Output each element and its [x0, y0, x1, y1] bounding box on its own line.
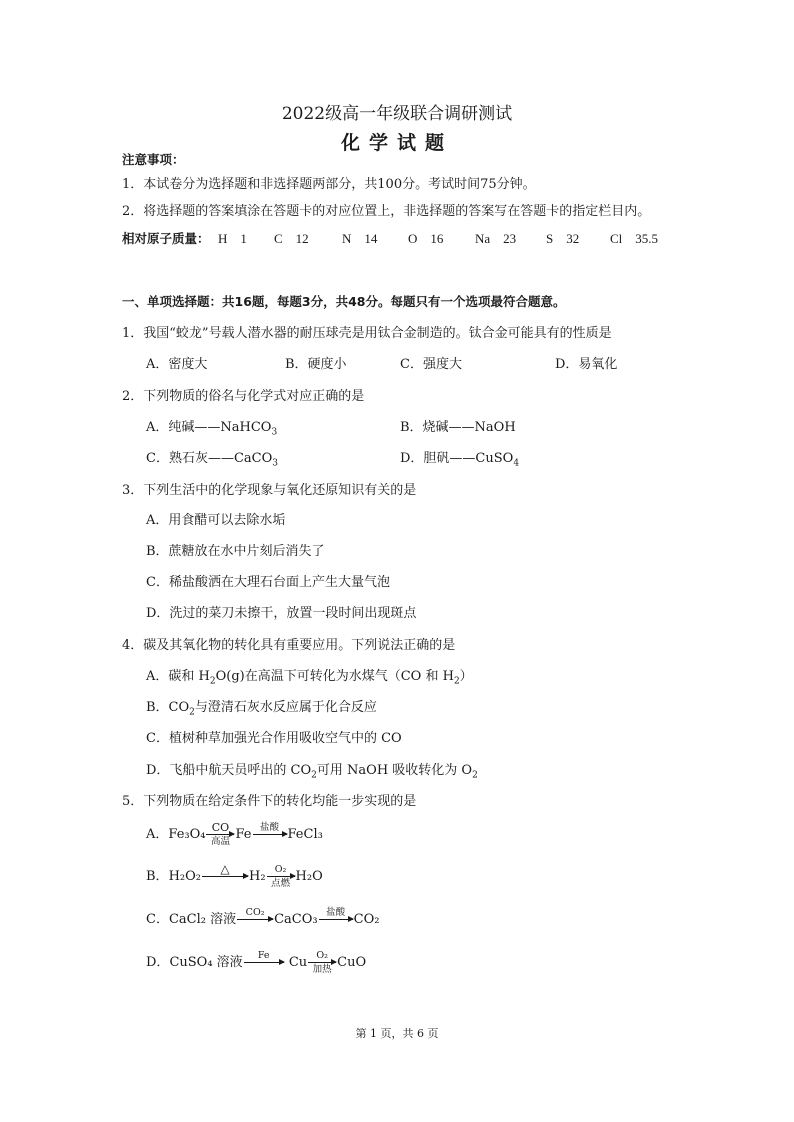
exam-title: 2022级高一年级联合调研测试	[281, 104, 513, 124]
note-item-2: 2．将选择题的答案填涂在答题卡的对应位置上，非选择题的答案写在答题卡的指定栏目内。	[122, 204, 651, 219]
q2-option-a: A．纯碱——NaHCO$_3$	[146, 420, 278, 438]
q1-stem: 1．我国“蛟龙”号载人潜水器的耐压球壳是用钛合金制造的。钛合金可能具有的性质是	[122, 326, 612, 341]
reaction-arrow: 盐酸	[253, 822, 287, 847]
q3-option-c: C．稀盐酸洒在大理石台面上产生大量气泡	[146, 575, 390, 590]
q5-option-a: A．Fe₃O₄ CO 高温 Fe 盐酸 FeCl₃	[146, 821, 323, 847]
notes-heading: 注意事项：	[122, 152, 185, 167]
page-footer: 第 1 页，共 6 页	[355, 1027, 439, 1040]
q1-option-c: C．强度大	[400, 357, 462, 372]
q2-option-b: B．烧碱——NaOH	[400, 420, 516, 435]
q1-option-b: B．硬度小	[285, 357, 347, 372]
atomic-mass-o: O 16	[408, 231, 444, 246]
exam-subject: 化学试题	[340, 132, 453, 154]
atomic-mass-cl: Cl 35.5	[610, 231, 659, 246]
reaction-arrow: CO₂	[237, 907, 273, 932]
q5-option-d: D．CuSO₄ 溶液 Fe Cu O₂ 加热 CuO	[146, 950, 367, 975]
atomic-mass-c: C 12	[274, 231, 309, 246]
q4-stem: 4．碳及其氧化物的转化具有重要应用。下列说法正确的是	[122, 638, 456, 653]
atomic-mass-n: N 14	[342, 231, 378, 246]
q3-option-a: A．用食醋可以去除水垢	[146, 513, 286, 528]
reaction-arrow: Fe	[244, 950, 284, 975]
atomic-mass-na: Na 23	[475, 231, 517, 246]
atomic-mass-label: 相对原子质量：	[122, 231, 210, 246]
note-item-1: 1．本试卷分为选择题和非选择题两部分，共100分。考试时间75分钟。	[122, 177, 536, 192]
reaction-arrow: CO 高温	[206, 822, 234, 847]
reaction-arrow: 盐酸	[319, 907, 353, 932]
q1-option-d: D．易氧化	[555, 357, 618, 372]
q4-option-a: A．碳和 $H_2O(g)$在高温下可转化为水煤气（CO 和 $H_2$）	[146, 669, 473, 687]
q4-option-c: C．植树种草加强光合作用吸收空气中的 CO	[146, 731, 402, 746]
q2-option-c: C．熟石灰——CaCO$_3$	[146, 451, 278, 469]
q2-option-d: D．胆矾——CuSO$_4$	[400, 451, 520, 469]
q4-option-b: B．$CO_2$与澄清石灰水反应属于化合反应	[146, 700, 377, 718]
reaction-arrow: △	[202, 864, 248, 889]
q5-option-b: B．H₂O₂ △ H₂ O₂ 点燃 H₂O	[146, 862, 323, 889]
q3-option-d: D．洗过的菜刀未擦干，放置一段时间出现斑点	[146, 606, 417, 621]
atomic-mass-h: H 1	[218, 231, 247, 246]
q5-option-c: C．CaCl₂ 溶液 CO₂ CaCO₃ 盐酸 CO₂	[146, 907, 379, 932]
atomic-mass-s: S 32	[546, 231, 580, 246]
q3-stem: 3．下列生活中的化学现象与氧化还原知识有关的是	[122, 483, 417, 498]
section-1-heading: 一、单项选择题：共16题，每题3分，共48分。每题只有一个选项最符合题意。	[122, 294, 566, 309]
reaction-arrow: O₂ 点燃	[267, 864, 295, 889]
q4-option-d: D．飞船中航天员呼出的 $CO_2$可用 NaOH 吸收转化为 $O_2$	[146, 763, 478, 781]
reaction-arrow: O₂ 加热	[308, 950, 336, 975]
q2-stem: 2．下列物质的俗名与化学式对应正确的是	[122, 389, 365, 404]
q1-option-a: A．密度大	[146, 357, 208, 372]
q5-stem: 5．下列物质在给定条件下的转化均能一步实现的是	[122, 794, 417, 809]
q3-option-b: B．蔗糖放在水中片刻后消失了	[146, 544, 325, 559]
